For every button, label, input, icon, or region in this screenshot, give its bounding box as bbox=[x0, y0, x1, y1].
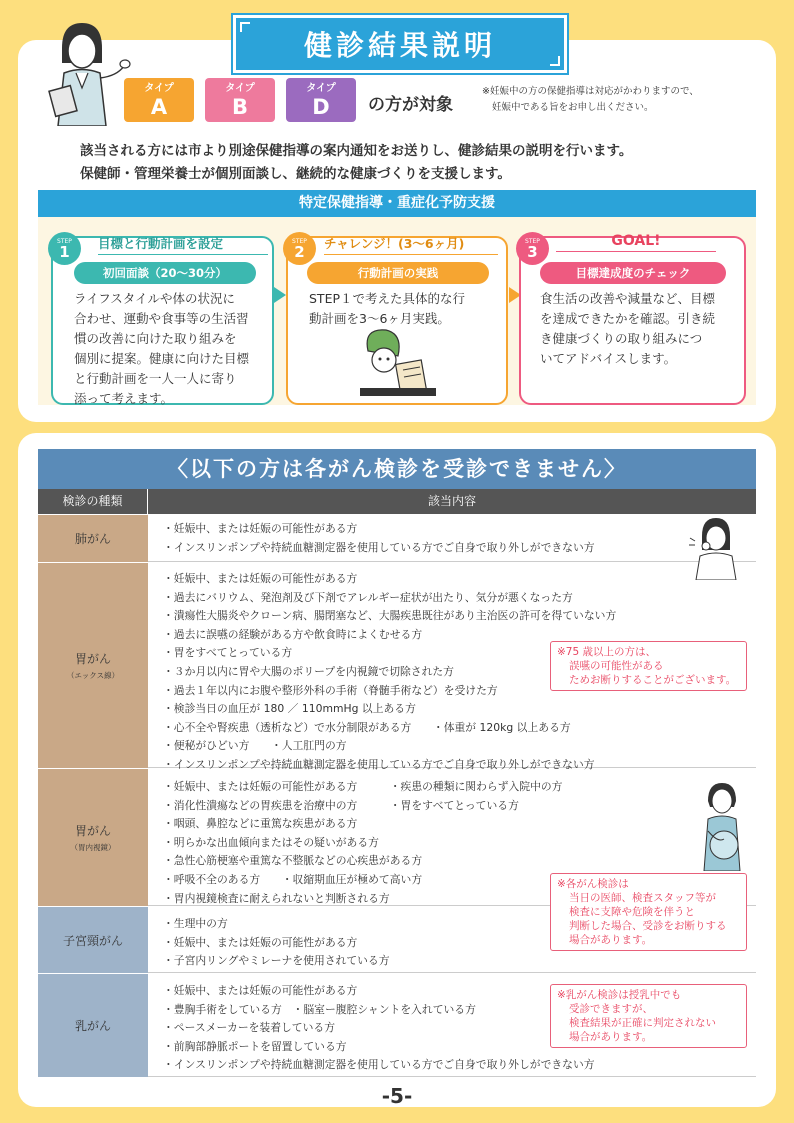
staff-woman-illustration bbox=[42, 18, 132, 126]
step-2-badge: STEP 2 bbox=[283, 232, 316, 265]
pregnancy-note: ※妊娠中の方の保健指導は対応がかわりますので、 妊娠中である旨をお申し出ください。 bbox=[482, 86, 699, 113]
row-name-cervical: 子宮頸がん bbox=[38, 907, 148, 973]
step-2-heading: チャレンジ！(3〜6ヶ月) bbox=[324, 234, 498, 255]
stomach-endoscopy-criteria: ・妊娠中、または妊娠の可能性がある方 ・疾患の種類に関わらず入院中の方 ・消化性潰瘍などの胃疾患を治療中の方 ・胃をすべてとっている方 ・咽頭、鼻腔などに重篤な疾患がある方 ・明らかな出血傾向またはその疑いがある方 ・急性心筋梗塞や重篤な不整脈などの心疾患がある方 ・呼吸不全のある方 ・収縮期血圧が極めて高い方 ・胃内視鏡検査に耐えられないと判断される方 bbox=[163, 780, 563, 905]
pregnant-woman-illustration bbox=[694, 781, 748, 871]
breast-criteria: ・妊娠中、または妊娠の可能性がある方 ・豊胸手術をしている方 ・脳室ー腹腔シャントを入れている方 ・ペースメーカーを装着している方 ・前胸部静脈ポートを留置している方 ・インスリンポンプや持続血糖測定器を使用している方でご自身で取り外しができない方 bbox=[163, 984, 595, 1072]
intro-text: 該当される方には市より別途保健指導の案内通知をお送りし、健診結果の説明を行います。 保健師・管理栄養士が個別面談し、継続的な健康づくりを支援します。 bbox=[80, 143, 633, 182]
step-2-pill: 行動計画の実践 bbox=[307, 262, 489, 284]
exclusion-banner: 〈以下の方は各がん検診を受診できません〉 bbox=[38, 449, 756, 489]
step-3-badge: STEP 3 bbox=[516, 232, 549, 265]
type-badge-d: タイプ D bbox=[286, 78, 356, 122]
page-title: 健診結果説明 bbox=[233, 15, 567, 73]
step-2-body: STEP１で考えた具体的な行 動計画を3〜6ヶ月実践。 bbox=[309, 291, 466, 326]
leaf-character-illustration bbox=[358, 326, 438, 398]
all-cancer-note: ※各がん検診は 当日の医師、検査スタッフ等が 検査に支障や危険を伴うと 判断した場合、受診をお断りする 場合があります。 bbox=[550, 873, 747, 951]
breast-note: ※乳がん検診は授乳中でも 受診できますが、 検査結果が正確に判定されない 場合があります。 bbox=[550, 984, 747, 1048]
row-name-lung: 肺がん bbox=[38, 515, 148, 562]
step-3-pill: 目標達成度のチェック bbox=[540, 262, 726, 284]
cervical-criteria: ・生理中の方 ・妊娠中、または妊娠の可能性がある方 ・子宮内リングやミレーナを使用されている方 bbox=[163, 917, 390, 968]
step-arrow-1 bbox=[274, 287, 286, 303]
lung-criteria: ・妊娠中、または妊娠の可能性がある方 ・インスリンポンプや持続血糖測定器を使用している方でご自身で取り外しができない方 bbox=[163, 522, 595, 554]
row-name-breast: 乳がん bbox=[38, 974, 148, 1077]
coughing-woman-illustration bbox=[688, 516, 742, 580]
row-name-stomach-endoscopy: 胃がん （胃内視鏡） bbox=[38, 769, 148, 906]
header-screening-type: 検診の種類 bbox=[38, 489, 147, 514]
age-75-note: ※75 歳以上の方は、 誤嚥の可能性がある ためお断りすることがございます。 bbox=[550, 641, 747, 691]
step-3-body: 食生活の改善や減量など、目標 を達成できたかを確認。引き続 き健康づくりの取り組みにつ いてアドバイスします。 bbox=[540, 291, 716, 366]
section-title: 特定保健指導・重症化予防支援 bbox=[38, 190, 756, 217]
target-text: の方が対象 bbox=[368, 95, 453, 115]
step-1-badge: STEP 1 bbox=[48, 232, 81, 265]
step-1-body: ライフスタイルや体の状況に 合わせ、運動や食事等の生活習 慣の改善に向けた取り組みを 個別に提案。健康に向けた目標 と行動計画を一人一人に寄り 添って考えます。 bbox=[74, 291, 250, 406]
header-criteria: 該当内容 bbox=[148, 489, 756, 514]
step-1-pill: 初回面談（20〜30分） bbox=[74, 262, 256, 284]
step-1-heading: 目標と行動計画を設定 bbox=[98, 234, 268, 255]
stomach-xray-criteria: ・妊娠中、または妊娠の可能性がある方 ・過去にバリウム、発泡剤及び下剤でアレルギー症状が出たり、気分が悪くなった方 ・潰瘍性大腸炎やクローン病、腸閉塞など、大腸疾患既往があり主治医の許可を得ていない方 ・過去に誤嚥の経験がある方や飲食時によくむせる方 ・胃をすべてとっている方 ・３か月以内に胃や大腸のポリープを内視鏡で切除された方 ・過去１年以内にお腹や整形外科の手術（脊髄手術など）を受けた方 ・検診当日の血圧が 180 ／ 110mmHg 以上ある方 ・心不全や腎疾患（透析など）で水分制限がある方 ・体重が 120kg 以上ある方 ・便秘がひどい方 ・人工肛門の方 ・インスリンポンプや持続血糖測定器を使用している方でご自身で取り外しができない方 bbox=[163, 572, 617, 771]
row-name-stomach-xray: 胃がん （エックス線） bbox=[38, 563, 148, 768]
type-badge-a: タイプ A bbox=[124, 78, 194, 122]
type-badge-b: タイプ B bbox=[205, 78, 275, 122]
page-number: -5- bbox=[381, 1084, 413, 1108]
step-3-heading: GOAL! bbox=[556, 233, 716, 252]
